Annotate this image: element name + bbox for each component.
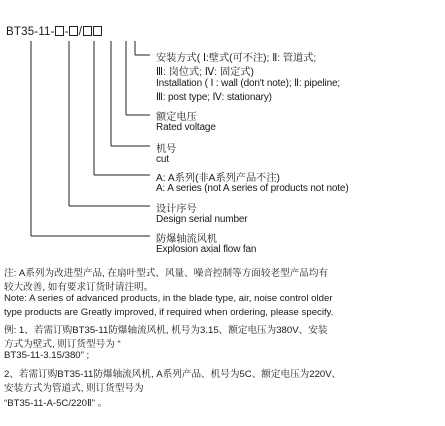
note-zh-line1: 注: A系列为改进型产品, 在扇叶型式、风量、噪音控制等方面较老型产品均有	[4, 268, 329, 279]
a-series-en: A: A series (not A series of products not note)	[156, 183, 349, 194]
model-slash: /	[78, 26, 83, 38]
note-en-line2: type products are Greatly improved, if required when ordering, please specify.	[4, 307, 334, 318]
machine-number-en: cut	[156, 154, 169, 165]
note-zh-line2: 较大改善, 如有要求订货时请注明。	[4, 282, 154, 293]
example2-line2: 安装方式为管道式, 则订货型号为	[4, 383, 144, 394]
fan-type-zh: 防爆轴流风机	[156, 234, 218, 245]
note-en-line1: Note: A series of advanced products, in the blade type, air, noise control older	[4, 293, 333, 304]
example1-line1: 例: 1、若需订购BT35-11防爆轴流风机, 机号为3.15、额定电压为380V、安装	[4, 325, 328, 336]
example2-line3: “BT35-11-A-5C/220Ⅱ” 。	[4, 398, 108, 409]
example1-line3: BT35-11-3.15/380” ;	[4, 350, 90, 361]
installation-en-line2: Ⅲ: post type; Ⅳ: stationary)	[156, 92, 272, 103]
design-serial-zh: 设计序号	[156, 204, 197, 215]
rated-voltage-en: Rated voltage	[156, 122, 216, 133]
example2-line1: 2、若需订购BT35-11防爆轴流风机, A系列产品、机号为5C、额定电压为220V、	[4, 369, 342, 380]
a-series-zh: A: A系列(非A系列产品不注)	[156, 173, 280, 184]
machine-number-zh: 机号	[156, 144, 177, 155]
example1-line2: 方式为壁式, 则订货型号为 “	[4, 339, 121, 350]
model-dash: -	[64, 26, 69, 38]
fan-type-en: Explosion axial flow fan	[156, 244, 257, 255]
installation-zh-line2: Ⅲ: 岗位式; Ⅳ: 固定式)	[156, 67, 254, 78]
rated-voltage-zh: 额定电压	[156, 112, 197, 123]
design-serial-en: Design serial number	[156, 214, 248, 225]
installation-zh-line1: 安装方式( Ⅰ:壁式(可不注); Ⅱ: 管道式;	[156, 53, 317, 64]
model-prefix: BT35-11-	[6, 26, 55, 38]
installation-en-line1: Installation ( Ⅰ : wall (don't note); Ⅱ: pipeline;	[156, 78, 341, 89]
